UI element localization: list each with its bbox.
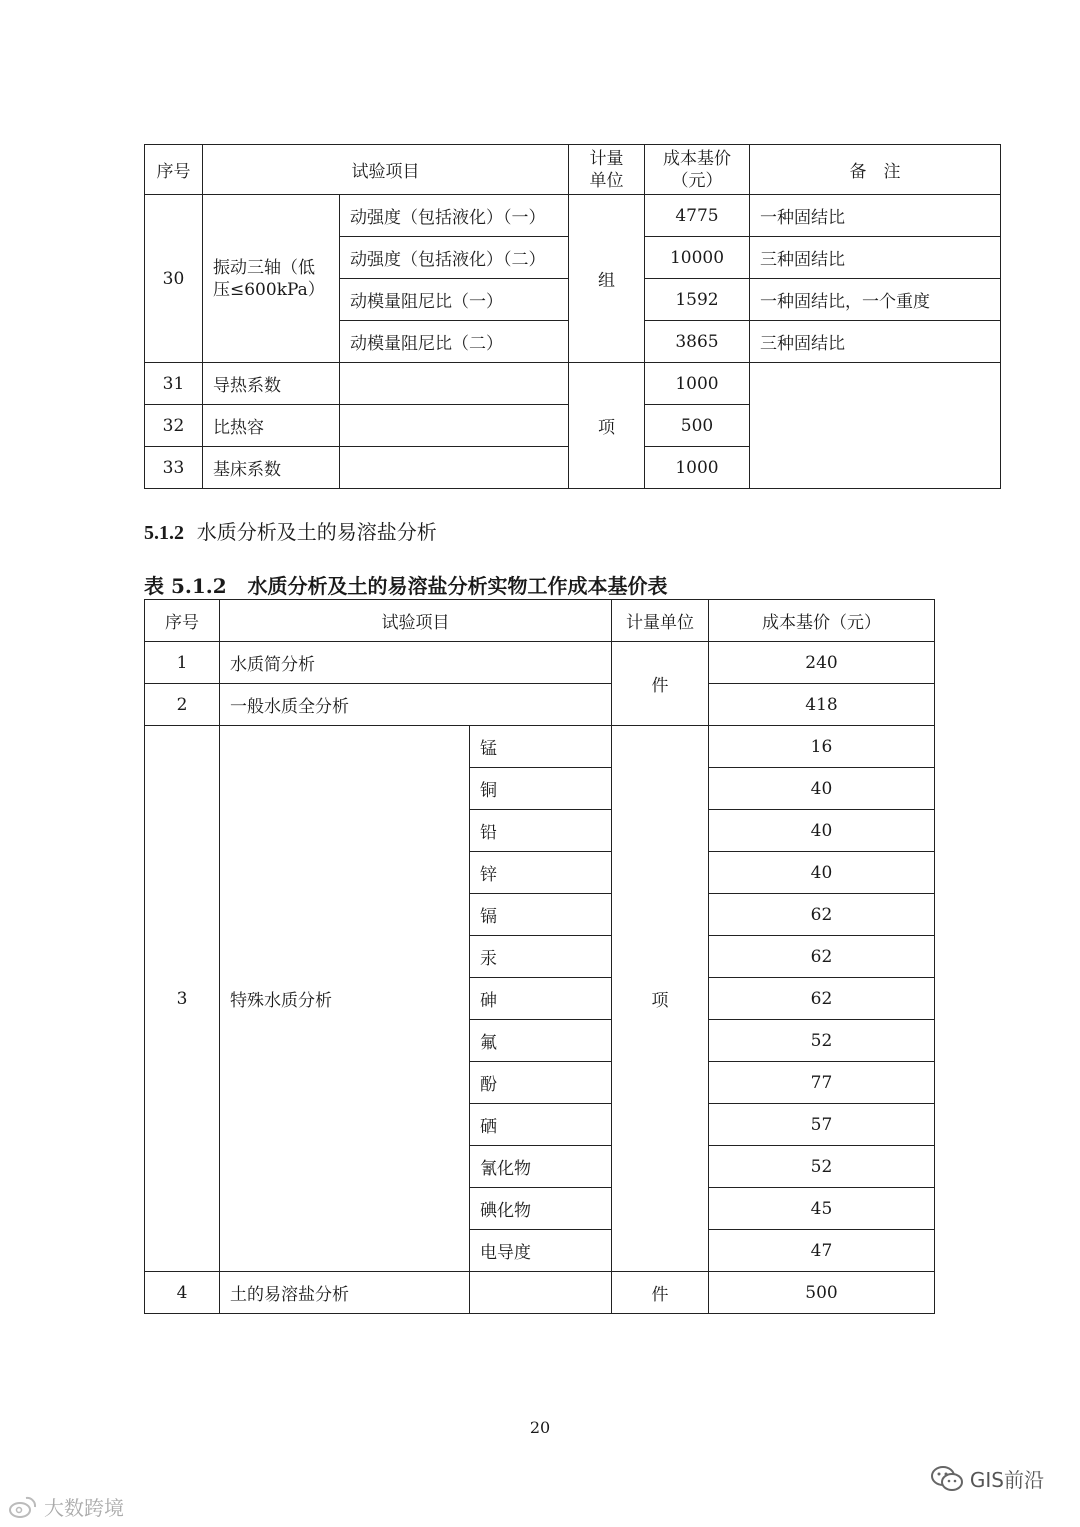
row-name: 特殊水质分析 [220, 726, 470, 1272]
row-no: 33 [145, 447, 203, 489]
section-number: 5.1.2 [144, 522, 184, 544]
header-item: 试验项目 [203, 145, 569, 195]
row-sub: 电导度 [470, 1230, 612, 1272]
row-name: 水质简分析 [220, 642, 612, 684]
row-price: 62 [709, 936, 935, 978]
header-no: 序号 [145, 145, 203, 195]
header-price: 成本基价 （元） [645, 145, 750, 195]
row-note: 三种固结比 [750, 321, 1001, 363]
row-sub: 镉 [470, 894, 612, 936]
table-row [145, 1272, 935, 1314]
row-name: 导热系数 [203, 363, 340, 405]
watermark-right [930, 1464, 1044, 1493]
row-price: 10000 [645, 237, 750, 279]
row-price: 57 [709, 1104, 935, 1146]
row-price: 16 [709, 726, 935, 768]
row-sub: 动模量阻尼比（一） [340, 279, 569, 321]
row-no: 1 [145, 642, 220, 684]
row-note: 三种固结比 [750, 237, 1001, 279]
table-row [145, 726, 935, 768]
watermark-left-text: 大数跨境 [44, 1496, 124, 1520]
header-unit: 计量单位 [612, 600, 709, 642]
row-sub: 汞 [470, 936, 612, 978]
row-sub [340, 363, 569, 405]
row-price: 500 [645, 405, 750, 447]
header-price: 成本基价（元） [709, 600, 935, 642]
row-name: 一般水质全分析 [220, 684, 612, 726]
row-no: 2 [145, 684, 220, 726]
row-price: 40 [709, 852, 935, 894]
table-header-row [145, 145, 1001, 195]
row-sub: 动强度（包括液化）（一） [340, 195, 569, 237]
table-caption [144, 570, 668, 599]
row-note: 一种固结比 [750, 195, 1001, 237]
header-note: 备 注 [750, 145, 1001, 195]
table-row [145, 684, 935, 726]
row-unit: 项 [612, 726, 709, 1272]
wechat-icon [930, 1465, 964, 1493]
row-price: 40 [709, 768, 935, 810]
row-unit: 组 [569, 195, 645, 363]
row-price: 77 [709, 1062, 935, 1104]
row-sub: 酚 [470, 1062, 612, 1104]
table-row [145, 642, 935, 684]
row-sub: 动模量阻尼比（二） [340, 321, 569, 363]
table-row [145, 363, 1001, 405]
row-price: 52 [709, 1020, 935, 1062]
weibo-icon [8, 1495, 38, 1519]
row-sub: 砷 [470, 978, 612, 1020]
row-price: 240 [709, 642, 935, 684]
row-sub: 氰化物 [470, 1146, 612, 1188]
row-no: 4 [145, 1272, 220, 1314]
row-unit: 项 [569, 363, 645, 489]
row-sub [340, 405, 569, 447]
row-price: 1000 [645, 363, 750, 405]
table-header-row [145, 600, 935, 642]
row-sub [470, 1272, 612, 1314]
table-row [145, 195, 1001, 237]
section-heading [144, 516, 437, 545]
row-sub: 硒 [470, 1104, 612, 1146]
row-note: 一种固结比，一个重度 [750, 279, 1001, 321]
row-price: 62 [709, 978, 935, 1020]
row-sub [340, 447, 569, 489]
row-price: 500 [709, 1272, 935, 1314]
row-sub: 氟 [470, 1020, 612, 1062]
row-sub: 碘化物 [470, 1188, 612, 1230]
row-price: 62 [709, 894, 935, 936]
header-no: 序号 [145, 600, 220, 642]
header-unit: 计量 单位 [569, 145, 645, 195]
row-name: 基床系数 [203, 447, 340, 489]
row-price: 52 [709, 1146, 935, 1188]
row-sub: 铅 [470, 810, 612, 852]
row-sub: 动强度（包括液化）（二） [340, 237, 569, 279]
row-price: 4775 [645, 195, 750, 237]
row-note [750, 363, 1001, 489]
header-item: 试验项目 [220, 600, 612, 642]
watermark-right-text: GIS前沿 [969, 1468, 1044, 1492]
row-name: 土的易溶盐分析 [220, 1272, 470, 1314]
row-no: 30 [145, 195, 203, 363]
row-price: 47 [709, 1230, 935, 1272]
row-price: 418 [709, 684, 935, 726]
row-sub: 锰 [470, 726, 612, 768]
row-price: 3865 [645, 321, 750, 363]
section-title: 水质分析及土的易溶盐分析 [196, 520, 437, 544]
page-number: 20 [529, 1418, 551, 1437]
table-caption-text: 水质分析及土的易溶盐分析实物工作成本基价表 [247, 574, 668, 598]
row-price: 45 [709, 1188, 935, 1230]
row-price: 1592 [645, 279, 750, 321]
row-sub: 锌 [470, 852, 612, 894]
table-caption-prefix: 表 5.1.2 [144, 574, 227, 598]
row-unit: 件 [612, 642, 709, 726]
watermark-left [8, 1492, 124, 1521]
row-price: 1000 [645, 447, 750, 489]
row-price: 40 [709, 810, 935, 852]
cost-table-geotech [144, 144, 1001, 489]
row-name: 比热容 [203, 405, 340, 447]
row-no: 32 [145, 405, 203, 447]
row-no: 31 [145, 363, 203, 405]
cost-table-water [144, 599, 935, 1314]
row-no: 3 [145, 726, 220, 1272]
row-name: 振动三轴（低 压≤600kPa） [203, 195, 340, 363]
row-sub: 铜 [470, 768, 612, 810]
row-unit: 件 [612, 1272, 709, 1314]
